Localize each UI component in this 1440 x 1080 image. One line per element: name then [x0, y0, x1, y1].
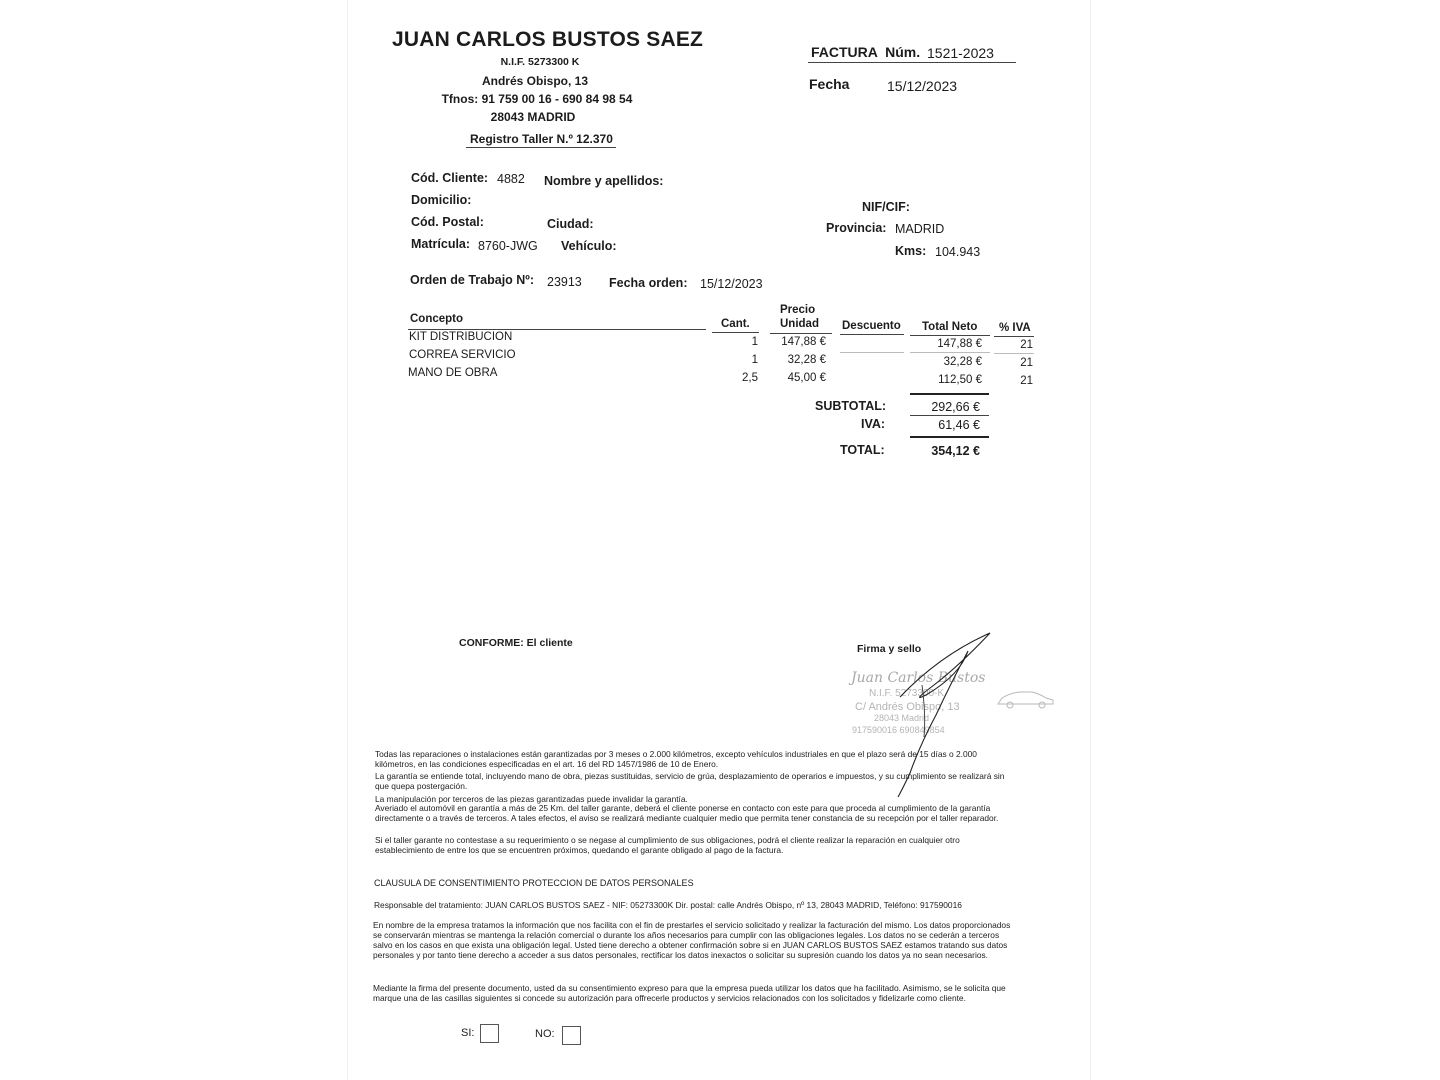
client-address-label: Domicilio:: [411, 193, 472, 207]
header-rule-net: [910, 335, 990, 336]
row2-concept: CORREA SERVICIO: [409, 349, 516, 361]
net-col-rule-1: [910, 352, 990, 353]
header-rule-qty: [712, 332, 759, 333]
row3-net: 112,50 €: [938, 374, 982, 386]
workshop-registry: Registro Taller N.º 12.370: [470, 132, 613, 146]
client-plate: 8760-JWG: [478, 239, 538, 253]
no-checkbox[interactable]: [562, 1026, 581, 1045]
stamp-phones: 917590016 690849854: [852, 725, 945, 735]
guarantee-text-5: Si el taller garante no contestase a su requerimiento o se negase al cumplimiento de sus obligaciones, podrá el cliente realizar la reparación en cualquier otro establecimiento de entre los que se encuentren próximos, quedando el garante obligado al pago de la factura.: [375, 835, 960, 855]
no-label: NO:: [535, 1028, 555, 1040]
iva-label: IVA:: [861, 417, 886, 431]
header-rule-discount: [840, 334, 904, 335]
stamp-name: Juan Carlos Bustos: [851, 670, 986, 686]
registry-underline: [466, 147, 616, 148]
row1-price: 147,88 €: [781, 336, 826, 348]
client-province-label: Provincia:: [826, 221, 887, 235]
company-address: Andrés Obispo, 13: [481, 74, 589, 88]
order-date: 15/12/2023: [700, 277, 763, 291]
client-plate-label: Matrícula:: [411, 237, 471, 251]
row3-price: 45,00 €: [787, 372, 826, 384]
invoice-underline: [808, 62, 1016, 63]
client-kms-label: Kms:: [895, 244, 927, 258]
client-vehicle-label: Vehículo:: [561, 239, 617, 253]
col-price-header-1: Precio: [780, 304, 816, 316]
subtotal-rule: [910, 393, 989, 395]
price-col-rule: [840, 352, 904, 353]
privacy-title: CLAUSULA DE CONSENTIMIENTO PROTECCION DE DATOS PERSONALES: [374, 878, 694, 888]
client-city-label: Ciudad:: [547, 217, 594, 231]
order-label: Orden de Trabajo Nº:: [410, 273, 535, 287]
yes-label: SI:: [461, 1027, 475, 1039]
privacy-body: En nombre de la empresa tratamos la información que nos facilita con el fin de prestarles el servicio solicitado y realizar la facturación del mismo. Los datos proporcionados se conservarán mientras se mantenga la relación comercial o durante los años necesarios para cumplir con las obligaciones legales. Los datos no se cederán a terceros salvo en los casos en que exista una obligación legal. Usted tiene derecho a obtener confirmación sobre si en JUAN CARLOS BUSTOS SAEZ estamos tratando sus datos personales y por tanto tiene derecho a acceder a sus datos personales, rectificar los datos inexactos o solicitar su supresión cuando los datos ya no sean necesarios.: [373, 920, 1011, 960]
row3-qty: 2,5: [742, 372, 758, 384]
client-nif-label: NIF/CIF:: [862, 200, 910, 214]
subtotal-value: 292,66 €: [931, 400, 980, 414]
order-date-label: Fecha orden:: [609, 276, 688, 290]
paper-left-edge: [347, 0, 348, 1080]
guarantee-text-4: Averiado el automóvil en garantía a más de 25 Km. del taller garante, deberá el cliente ponerse en contacto con este para que proceda al cumplimiento de la garantía directamente o a través de terceros. A tales efectos, el aviso se realizará mediante cualquier medio que permita tener constancia de su recepción por el taller reparador.: [375, 803, 999, 823]
total-label: TOTAL:: [840, 443, 885, 457]
client-postal-label: Cód. Postal:: [411, 215, 484, 229]
iva-value: 61,46 €: [938, 418, 980, 432]
header-rule-price: [770, 333, 832, 334]
invoice-number: 1521-2023: [927, 45, 994, 61]
col-concept-header: Concepto: [410, 313, 464, 325]
company-city: 28043 MADRID: [490, 110, 576, 124]
invoice-date-label: Fecha: [809, 76, 850, 92]
row2-qty: 1: [751, 354, 758, 366]
row3-concept: MANO DE OBRA: [408, 367, 498, 379]
row1-qty: 1: [751, 336, 758, 348]
col-net-header: Total Neto: [922, 321, 978, 333]
client-province: MADRID: [895, 222, 945, 236]
guarantee-text-1: Todas las reparaciones o instalaciones están garantizadas por 3 meses o 2.000 kilómetros, excepto vehículos industriales en que el plazo será de 15 días o 2.000 kilómetros, en las condiciones especificadas en el art. 16 del RD 1457/1986 de 10 de Enero.: [375, 749, 977, 769]
subtotal-underline: [910, 415, 989, 416]
header-rule-vat: [994, 336, 1034, 337]
row1-net: 147,88 €: [937, 338, 982, 350]
row3-vat: 21: [1020, 375, 1033, 387]
invoice-label: FACTURA Núm.: [811, 44, 921, 60]
paper-right-edge: [1090, 0, 1091, 1080]
row1-concept: KIT DISTRIBUCION: [409, 331, 513, 343]
row2-price: 32,28 €: [787, 354, 826, 366]
conforme-label: CONFORME: El cliente: [459, 637, 573, 649]
col-price-header-2: Unidad: [780, 318, 819, 330]
col-vat-header: % IVA: [999, 322, 1031, 334]
order-number: 23913: [547, 275, 582, 289]
yes-checkbox[interactable]: [480, 1024, 499, 1043]
row2-vat: 21: [1020, 357, 1033, 369]
iva-underline: [910, 436, 989, 438]
subtotal-label: SUBTOTAL:: [815, 399, 887, 413]
col-qty-header: Cant.: [721, 318, 750, 330]
stamp-city: 28043 Madrid: [874, 713, 930, 723]
invoice-date: 15/12/2023: [887, 78, 958, 94]
client-code-label: Cód. Cliente:: [411, 171, 489, 185]
row1-vat: 21: [1020, 339, 1033, 351]
client-kms: 104.943: [935, 245, 981, 259]
company-nif: N.I.F. 5273300 K: [500, 56, 580, 68]
company-name: JUAN CARLOS BUSTOS SAEZ: [392, 28, 704, 51]
stamp-nif: N.I.F. 5273300-K: [869, 688, 945, 699]
stamp-address: C/ Andrés Obispo, 13: [855, 701, 960, 713]
vat-col-rule-1: [994, 353, 1034, 354]
company-phones: Tfnos: 91 759 00 16 - 690 84 98 54: [441, 92, 633, 106]
client-code: 4882: [497, 172, 525, 186]
privacy-responsible: Responsable del tratamiento: JUAN CARLOS BUSTOS SAEZ - NIF: 05273300K Dir. postal: calle Andrés Obispo, nº 13, 28043 MADRID, Teléfono: 917590016: [374, 900, 962, 910]
total-value: 354,12 €: [931, 444, 980, 458]
row2-net: 32,28 €: [943, 356, 982, 368]
client-name-label: Nombre y apellidos:: [544, 174, 664, 188]
guarantee-text-3: La manipulación por terceros de las piezas garantizadas puede invalidar la garantía.: [375, 794, 688, 804]
guarantee-text-2: La garantía se entiende total, incluyendo mano de obra, piezas sustituidas, servicio de grúa, desplazamiento de operarios e impuestos, y su cumplimiento se realizará sin que quepa postergación.: [375, 771, 1005, 791]
col-discount-header: Descuento: [842, 320, 901, 332]
privacy-consent: Mediante la firma del presente documento, usted da su consentimiento expreso para que la empresa pueda utilizar los datos que ha facilitado. Asimismo, se le solicita que marque una de las casillas siguientes si concede su autorización para offrecerle productos y servicios relacionados con los solicitados y fidelizarle como cliente.: [373, 983, 1006, 1003]
firma-label: Firma y sello: [857, 643, 922, 655]
header-rule-concept: [408, 329, 706, 330]
